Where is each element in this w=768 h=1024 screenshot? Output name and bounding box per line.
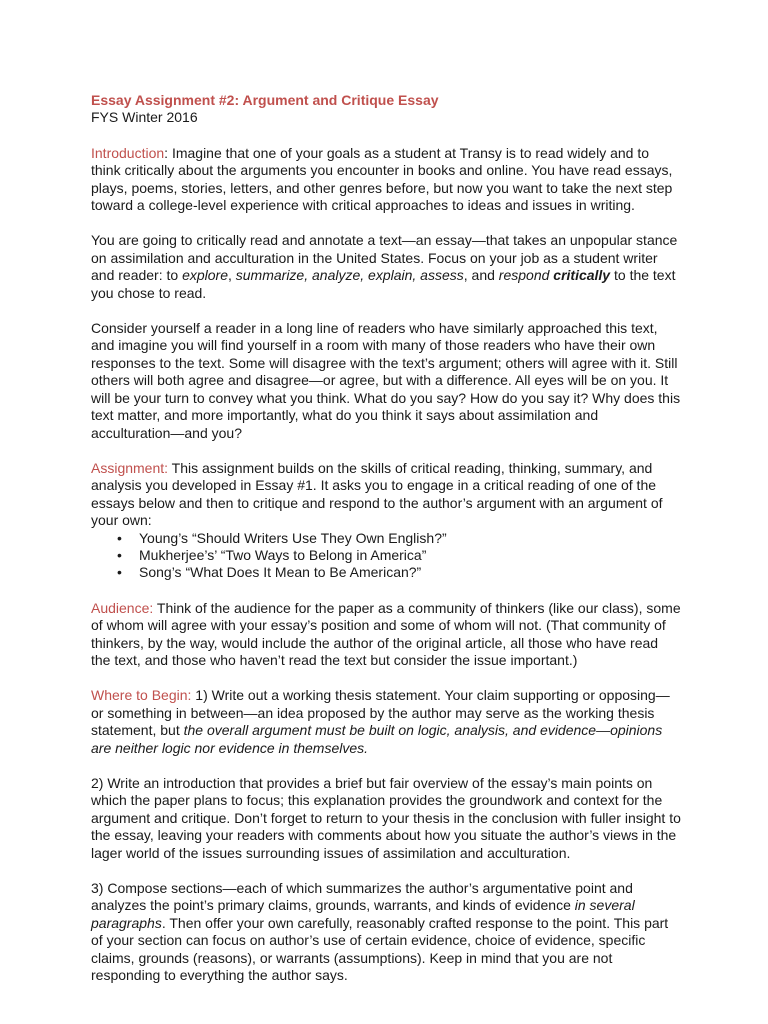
step-3-italic: in several paragraphs [91, 897, 635, 931]
reader-paragraph: Consider yourself a reader in a long line of readers who have similarly approached this text, and imagine you will find yourself in a room with many of those readers who have their own responses to the text. Some will disagree with the text’s argument; others will agree with it. Still others will both agree and disagree—or agree, but with a difference. All eyes will be on you. It will be your turn to convey what you think. What do you say? How do you say it? Why does this text matter, and more importantly, what do you think it says about assimilation and acculturation—and you? [91, 320, 681, 441]
list-item: • Mukherjee’s’ “Two Ways to Belong in America” [139, 547, 681, 564]
introduction-paragraph [91, 145, 681, 215]
essay-options-list [91, 530, 681, 582]
course-term: FYS Winter 2016 [91, 109, 198, 126]
audience-label: Audience: [91, 599, 154, 616]
audience-text: Think of the audience for the paper as a community of thinkers (like our class), some of whom will agree with your essay’s position and some of whom will not. (That community of thinkers, by the way, would include the author of the original article, all those who have read the text, and those who haven’t read the text but consider the issue important.) [91, 599, 681, 668]
list-item: • Young’s “Should Writers Use They Own English?” [139, 530, 681, 547]
assignment-title: Essay Assignment #2: Argument and Critique Essay [91, 92, 439, 108]
task-text: You are going to critically read and annotate a text—an essay—that takes an unpopular stance on assimilation and acculturation in the United States. Focus on your job as a student writer and reader: to [91, 232, 678, 284]
step-2-paragraph: 2) Write an introduction that provides a brief but fair overview of the essay’s main points on which the paper plans to focus; this explanation provides the groundwork and context for the argument and critique. Don’t forget to return to your thesis in the conclusion with fuller insight to the essay, leaving your readers with comments about how you situate the author’s views in the lager world of the issues surrounding issues of assimilation and acculturation. [91, 775, 681, 861]
where-to-begin-italic: the overall argument must be built on logic, analysis, and evidence—opinions are neither logic nor evidence in themselves. [91, 722, 663, 756]
audience-paragraph [91, 600, 681, 670]
where-to-begin-label: Where to Begin: [91, 687, 192, 704]
step-3-text-end: . Then offer your own carefully, reasonably crafted response to the point. This part of your section can focus on author’s use of certain evidence, choice of evidence, specific claims, grounds (reasons), or warrants (assumptions). Keep in mind that you are not responding to everything the author says. [91, 914, 669, 984]
introduction-label: Introduction [91, 144, 165, 161]
document-page [91, 92, 681, 1002]
where-to-begin-text: 1) Write out a working thesis statement. Your claim supporting or opposing—or something in between—an idea proposed by the author may serve as the working thesis statement, but [91, 687, 670, 739]
task-paragraph [91, 232, 681, 302]
task-text-end: to the text you chose to read. [91, 267, 676, 301]
introduction-text: : Imagine that one of your goals as a student at Transy is to read widely and to think critically about the arguments you encounter in books and online. You have read essays, plays, poems, stories, letters, and other genres before, but now you want to take the next step toward a college-level experience with critical approaches to ideas and issues in writing. [91, 144, 673, 214]
verb-explore: explore [182, 267, 228, 284]
task-sep: , and [463, 267, 499, 284]
task-sep: , [227, 267, 236, 284]
where-to-begin-paragraph [91, 687, 681, 757]
assignment-text: This assignment builds on the skills of critical reading, thinking, summary, and analysis you developed in Essay #1. It asks you to engage in a critical reading of one of the essays below and then to critique and respond to the author’s argument with an argument of your own: [91, 459, 663, 529]
verb-respond: respond [498, 267, 550, 284]
assignment-label: Assignment: [91, 459, 169, 476]
list-item: • Song’s “What Does It Mean to Be American?” [139, 564, 681, 581]
verb-critically: critically [553, 267, 611, 284]
verb-list: summarize, analyze, explain, assess [235, 267, 464, 284]
step-3-paragraph [91, 880, 681, 984]
step-3-text: 3) Compose sections—each of which summarizes the author’s argumentative point and analyzes the point’s primary claims, grounds, warrants, and kinds of evidence [91, 880, 633, 914]
assignment-paragraph [91, 460, 681, 530]
document-header [91, 92, 681, 127]
